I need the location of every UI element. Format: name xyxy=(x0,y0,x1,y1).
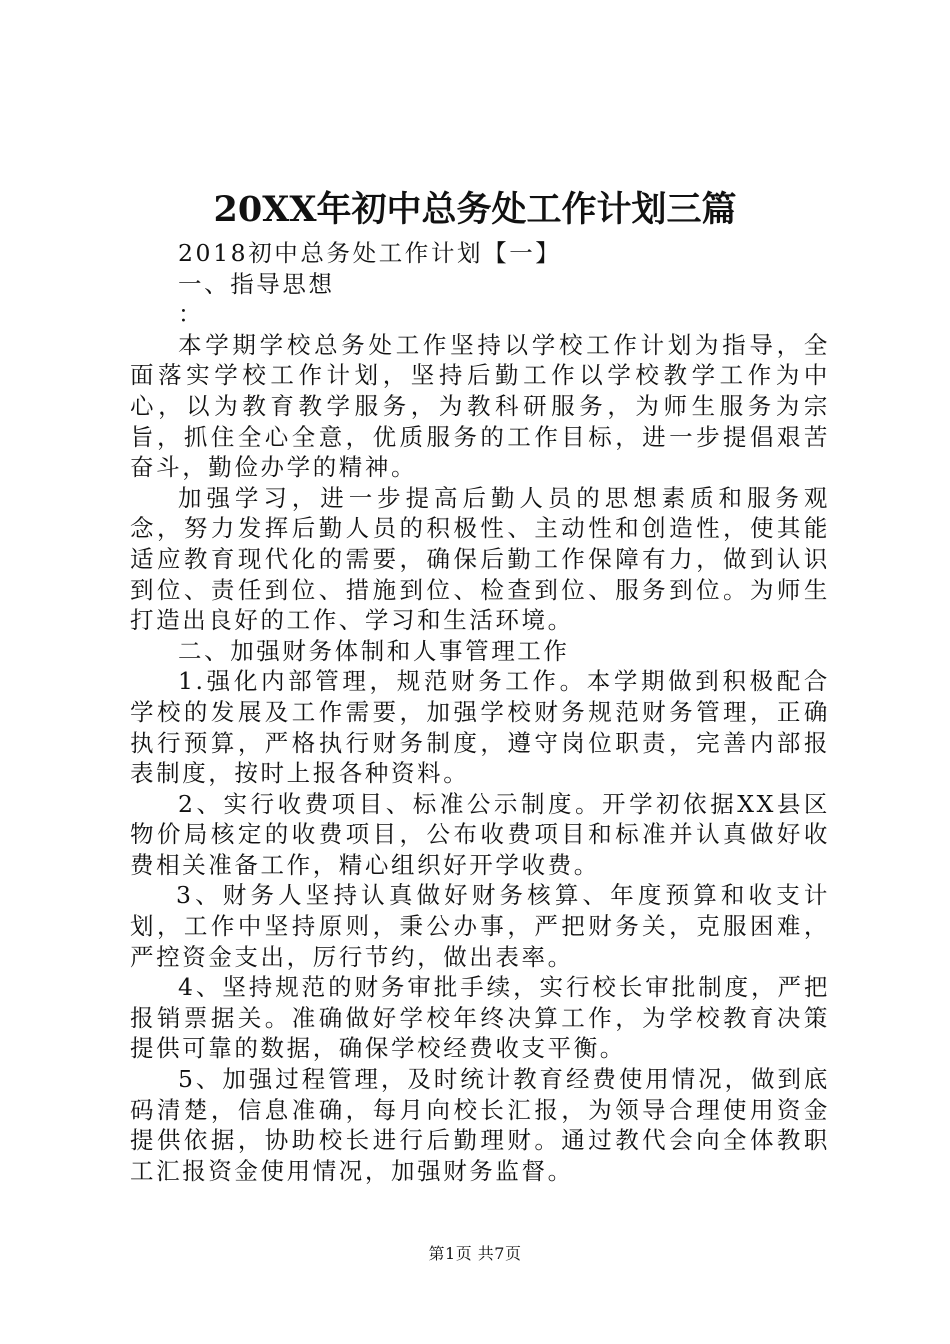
colon-line: ： xyxy=(178,300,205,329)
paragraph: 3、财务人坚持认真做好财务核算、年度预算和收支计划，工作中坚持原则，秉公办事，严把财务关，克服困难，严控资金支出，厉行节约，做出表率。 xyxy=(130,881,830,971)
paragraph: 2、实行收费项目、标准公示制度。开学初依据XX县区物价局核定的收费项目，公布收费项目和标准并认真做好收费相关准备工作，精心组织好开学收费。 xyxy=(130,789,830,879)
section-heading-guiding-thought: 一、指导思想 xyxy=(178,269,335,298)
document-title: 20XX年初中总务处工作计划三篇 xyxy=(213,189,737,230)
paragraph: 本学期学校总务处工作坚持以学校工作计划为指导，全面落实学校工作计划，坚持后勤工作以学校教学工作为中心，以为教育教学服务，为教科研服务，为师生服务为宗旨，抓住全心全意，优质服务的工作目标，进一步提倡艰苦奋斗，勤俭办学的精神。 xyxy=(130,330,830,482)
subtitle: 2018初中总务处工作计划【一】 xyxy=(178,239,562,267)
paragraph: 4、坚持规范的财务审批手续，实行校长审批制度，严把报销票据关。准确做好学校年终决算工作，为学校教育决策提供可靠的数据，确保学校经费收支平衡。 xyxy=(130,973,830,1063)
section-heading-finance: 二、加强财务体制和人事管理工作 xyxy=(178,636,570,665)
document-body xyxy=(130,238,830,1186)
paragraph: 5、加强过程管理，及时统计教育经费使用情况，做到底码清楚，信息准确，每月向校长汇报，为领导合理使用资金提供依据，协助校长进行后勤理财。通过教代会向全体教职工汇报资金使用情况，加强财务监督。 xyxy=(130,1065,830,1185)
page-footer: 第1页 共7页 xyxy=(428,1244,522,1263)
paragraph: 加强学习，进一步提高后勤人员的思想素质和服务观念，努力发挥后勤人员的积极性、主动性和创造性，使其能适应教育现代化的需要，确保后勤工作保障有力，做到认识到位、责任到位、措施到位、检查到位、服务到位。为师生打造出良好的工作、学习和生活环境。 xyxy=(130,483,830,635)
paragraph: 1.强化内部管理，规范财务工作。本学期做到积极配合学校的发展及工作需要，加强学校财务规范财务管理，正确执行预算，严格执行财务制度，遵守岗位职责，完善内部报表制度，按时上报各种资料。 xyxy=(130,667,830,788)
